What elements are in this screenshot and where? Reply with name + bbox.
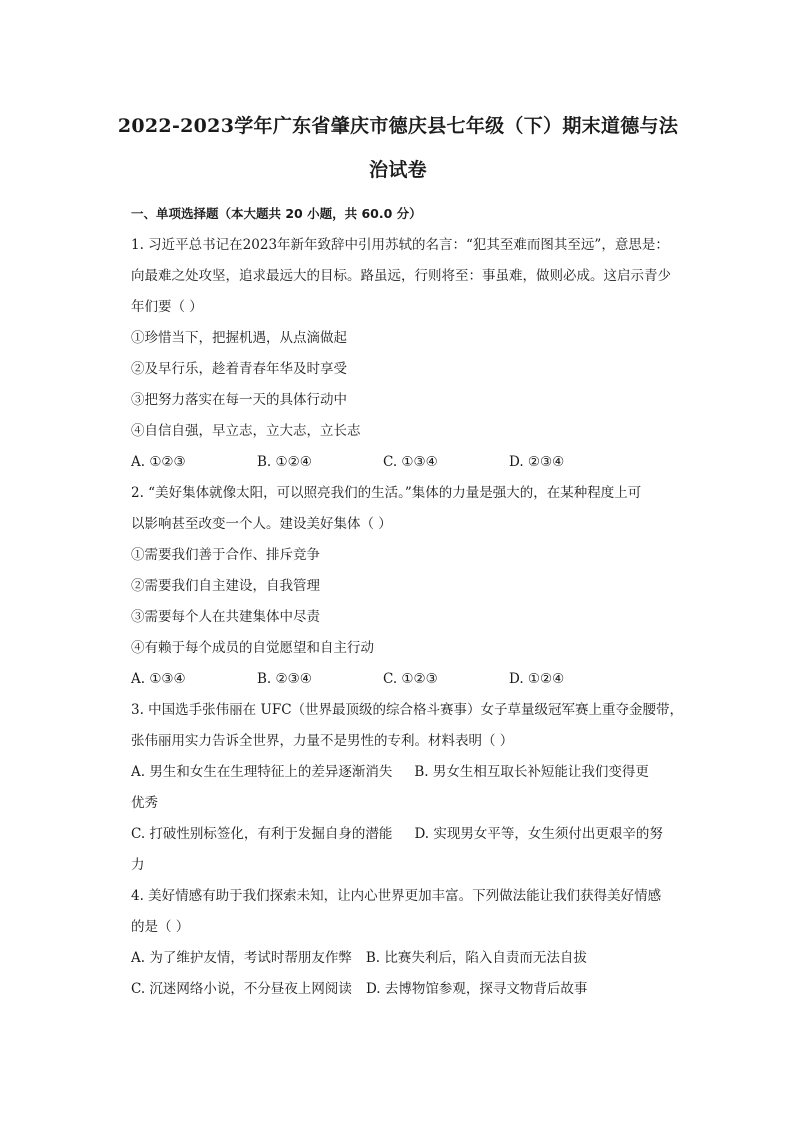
question-stem-line: 2. “美好集体就像太阳，可以照亮我们的生活。”集体的力量是强大的，在某种程度上可 xyxy=(131,485,642,501)
question-stem-line: 的是（ ） xyxy=(131,919,190,935)
statement-item: ④有赖于每个成员的自觉愿望和自主行动 xyxy=(131,640,374,656)
answer-options-row xyxy=(131,943,687,974)
question-2 xyxy=(131,478,687,695)
option-d: D. 去博物馆参观，探寻文物背后故事 xyxy=(365,981,588,997)
question-stem-line: 以影响甚至改变一个人。建设美好集体（ ） xyxy=(131,516,392,532)
option-b: B. 男女生相互取长补短能让我们变得更 xyxy=(414,764,649,780)
option-c: C. 沉迷网络小说，不分昼夜上网阅读 xyxy=(131,981,352,997)
question-stem-line: 张伟丽用实力告诉全世界，力量不是男性的专利。材料表明（ ） xyxy=(131,733,514,749)
question-4 xyxy=(131,881,687,1005)
option-d: D. ①②④ xyxy=(509,671,565,687)
option-a: A. ①②③ xyxy=(131,454,186,470)
option-c: C. ①②③ xyxy=(383,671,438,687)
answer-options-row xyxy=(131,819,687,850)
title-line-1: 2022-2023学年广东省肇庆市德庆县七年级（下）期末道德与法 xyxy=(117,115,679,137)
statement-item: ①珍惜当下，把握机遇，从点滴做起 xyxy=(131,330,347,346)
question-1 xyxy=(131,230,687,478)
statement-item: ③把努力落实在每一天的具体行动中 xyxy=(131,392,347,408)
answer-options-row xyxy=(131,974,687,1005)
answer-options xyxy=(131,447,687,478)
option-d: D. ②③④ xyxy=(509,454,565,470)
statement-item: ③需要每个人在共建集体中尽责 xyxy=(131,609,320,625)
option-a: A. ①③④ xyxy=(131,671,186,687)
option-a: A. 为了维护友情，考试时帮朋友作弊 xyxy=(131,950,352,966)
option-b: B. ①②④ xyxy=(257,454,312,470)
option-b-continuation: 优秀 xyxy=(131,795,158,811)
question-3 xyxy=(131,695,687,881)
option-d-continuation: 力 xyxy=(131,857,145,873)
question-stem-line: 向最难之处攻坚，追求最远大的目标。路虽远，行则将至：事虽难，做则必成。这启示青少 xyxy=(131,268,671,284)
option-b: B. 比赛失利后，陷入自责而无法自拔 xyxy=(365,950,587,966)
section-heading: 一、单项选择题（本大题共 20 小题，共 60.0 分） xyxy=(131,206,422,221)
title-line-2: 治试卷 xyxy=(369,159,427,181)
question-stem-line: 3. 中国选手张伟丽在 UFC（世界最顶级的综合格斗赛事）女子草量级冠军赛上重夺金腰带， xyxy=(131,702,684,718)
option-c: C. ①③④ xyxy=(383,454,438,470)
statement-item: ④自信自强，早立志，立大志，立长志 xyxy=(131,423,361,439)
question-stem-line: 4. 美好情感有助于我们探索未知，让内心世界更加丰富。下列做法能让我们获得美好情感 xyxy=(131,888,662,904)
exam-title xyxy=(103,104,693,192)
answer-options xyxy=(131,664,687,695)
option-a: A. 男生和女生在生理特征上的差异逐渐消失 xyxy=(131,764,393,780)
answer-options-row xyxy=(131,757,687,788)
option-b: B. ②③④ xyxy=(257,671,312,687)
question-stem-line: 年们要（ ） xyxy=(131,299,203,315)
option-c: C. 打破性别标签化，有利于发掘自身的潜能 xyxy=(131,826,393,842)
option-d: D. 实现男女平等，女生须付出更艰辛的努 xyxy=(414,826,663,842)
statement-item: ②需要我们自主建设，自我管理 xyxy=(131,578,320,594)
statement-item: ②及早行乐，趁着青春年华及时享受 xyxy=(131,361,347,377)
question-stem-line: 1. 习近平总书记在2023年新年致辞中引用苏轼的名言：“犯其至难而图其至远”，意思是： xyxy=(131,237,669,253)
statement-item: ①需要我们善于合作、排斥竞争 xyxy=(131,547,320,563)
